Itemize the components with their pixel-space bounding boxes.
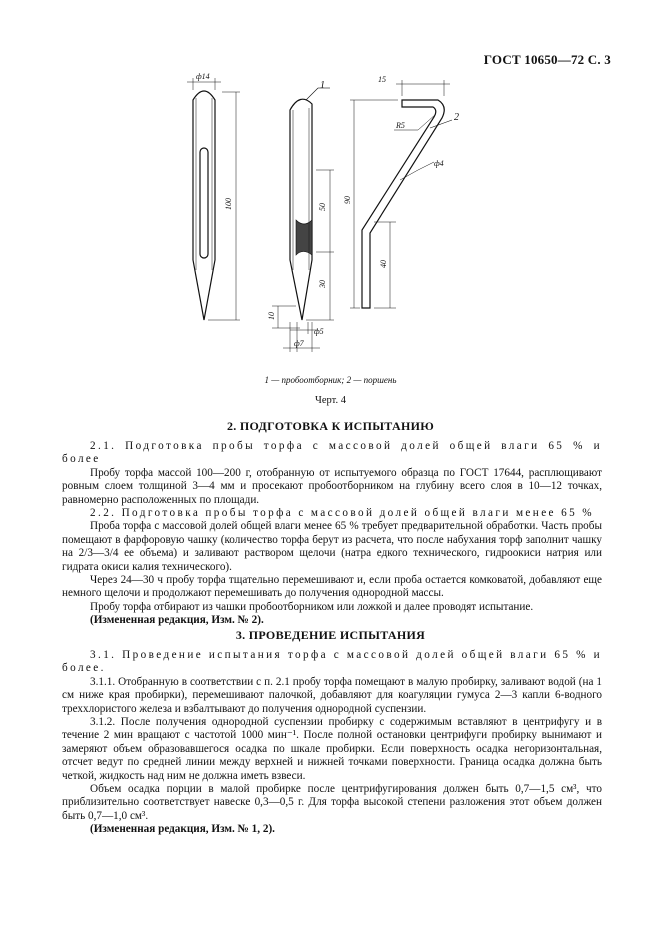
- section-3-title: 3. ПРОВЕДЕНИЕ ИСПЫТАНИЯ: [235, 628, 426, 642]
- p313-text: Объем осадка порции в малой пробирке после центрифугирования должен быть 0,7—1,5 см³, что приблизительно соответствует навеске 0,3—0,5 г. Для торфа высокой степени разложения этот объем должен быть 0,7—1,0 см³.: [62, 783, 602, 822]
- document-header: ГОСТ 10650—72 С. 3: [483, 52, 611, 67]
- sampler-front-outline: [193, 91, 215, 320]
- dim-r5: R5: [396, 121, 405, 130]
- p22-text-3: Пробу торфа отбирают из чашки пробоотборником или ложкой и далее проводят испытание.: [90, 600, 534, 613]
- section-2-body: [62, 440, 602, 628]
- sampler-side-outline: [290, 99, 312, 320]
- dim-40: 40: [379, 260, 388, 268]
- p31-heading: 3.1. Проведение испытания торфа с массовой долей общей влаги 65 % и более.: [62, 649, 602, 675]
- figure-label: Черт. 4: [315, 395, 346, 406]
- sampler-slot: [200, 148, 208, 258]
- section-3-edit-note: (Измененная редакция, Изм. № 1, 2).: [90, 823, 275, 836]
- section-2-title: 2. ПОДГОТОВКА К ИСПЫТАНИЮ: [226, 419, 435, 433]
- p22-text-1: [62, 520, 602, 574]
- dim-30: 30: [318, 280, 327, 288]
- p21-heading: 2.1. Подготовка пробы торфа с массовой долей общей влаги 65 % и более: [62, 440, 602, 466]
- p22-fraction: 2/3—3/4: [78, 547, 119, 560]
- p311-text: 3.1.1. Отобранную в соответствии с п. 2.1 пробу торфа помещают в малую пробирку, заливают водой (на 1 см ниже края пробирки), перемешивают палочкой, добавляют для коагуляции гумуса 2—3 капли 6-водного треххлористого железа и взбалтывают до получения однородной суспензии.: [62, 675, 602, 715]
- dim-100: 100: [224, 198, 233, 210]
- ref-2: 2: [454, 112, 459, 123]
- p22-heading: 2.2. Подготовка пробы торфа с массовой долей общей влаги менее 65 %: [90, 507, 595, 520]
- dim-d14: ф14: [196, 72, 210, 81]
- p22-text-b: ее объема) и заливают раствором щелочи (натра едкого технического, гидроокиси натрия или гидрата окиси калия технического).: [62, 547, 602, 573]
- ref-1: 1: [320, 80, 325, 91]
- p312-text: 3.1.2. После получения однородной суспензии пробирку с содержимым вставляют в центрифугу и в течение 2 мин вращают с частотой 1000 мин⁻¹. После полной остановки центрифуги пробирку вынимают и замеряют объем образовавшегося осадка по шкале пробирки. Если поверхность осадка негоризонтальная, отсчет ведут по средней линии между верхней и нижней точками поверхности. Граница осадка должна быть четкой, жидкость над ним не должна иметь взвеси.: [62, 716, 602, 782]
- dim-15: 15: [378, 75, 386, 84]
- dim-50: 50: [318, 203, 327, 211]
- p21-text: Пробу торфа массой 100—200 г, отобранную от испытуемого образца по ГОСТ 17644, расплющивают ровным слоем толщиной 3—4 мм и просекают пробоотборником на глубину всего слоя в 10—12 точках, равномерно расположенных по площади.: [62, 466, 602, 506]
- dim-90: 90: [343, 196, 352, 204]
- dim-d4: ф4: [434, 159, 444, 168]
- section-3-body: [62, 649, 602, 837]
- dim-d7: ф7: [294, 339, 304, 348]
- p22-text-a: Проба торфа с массовой долей общей влаги менее 65 % требует предварительной обработки. Часть пробы помещают в фарфоровую чашку (количество торфа берут из расчета, что после набухания торф заполнит чашку на: [62, 520, 602, 560]
- p22-text-2: Через 24—30 ч пробу торфа тщательно перемешивают и, если проба остается комковатой, добавляют еще немного щелочи и продолжают перемешивать до получения однородной массы.: [62, 574, 602, 600]
- dim-10: 10: [267, 312, 276, 320]
- drawing-svg: [0, 70, 661, 400]
- section-2-edit-note: (Измененная редакция, Изм. № 2).: [90, 614, 264, 627]
- figure-legend: 1 — пробоотборник; 2 — поршень: [264, 375, 397, 385]
- technical-drawing: [0, 70, 661, 400]
- dim-d5: ф5: [314, 327, 324, 336]
- piston-outline: [362, 100, 444, 308]
